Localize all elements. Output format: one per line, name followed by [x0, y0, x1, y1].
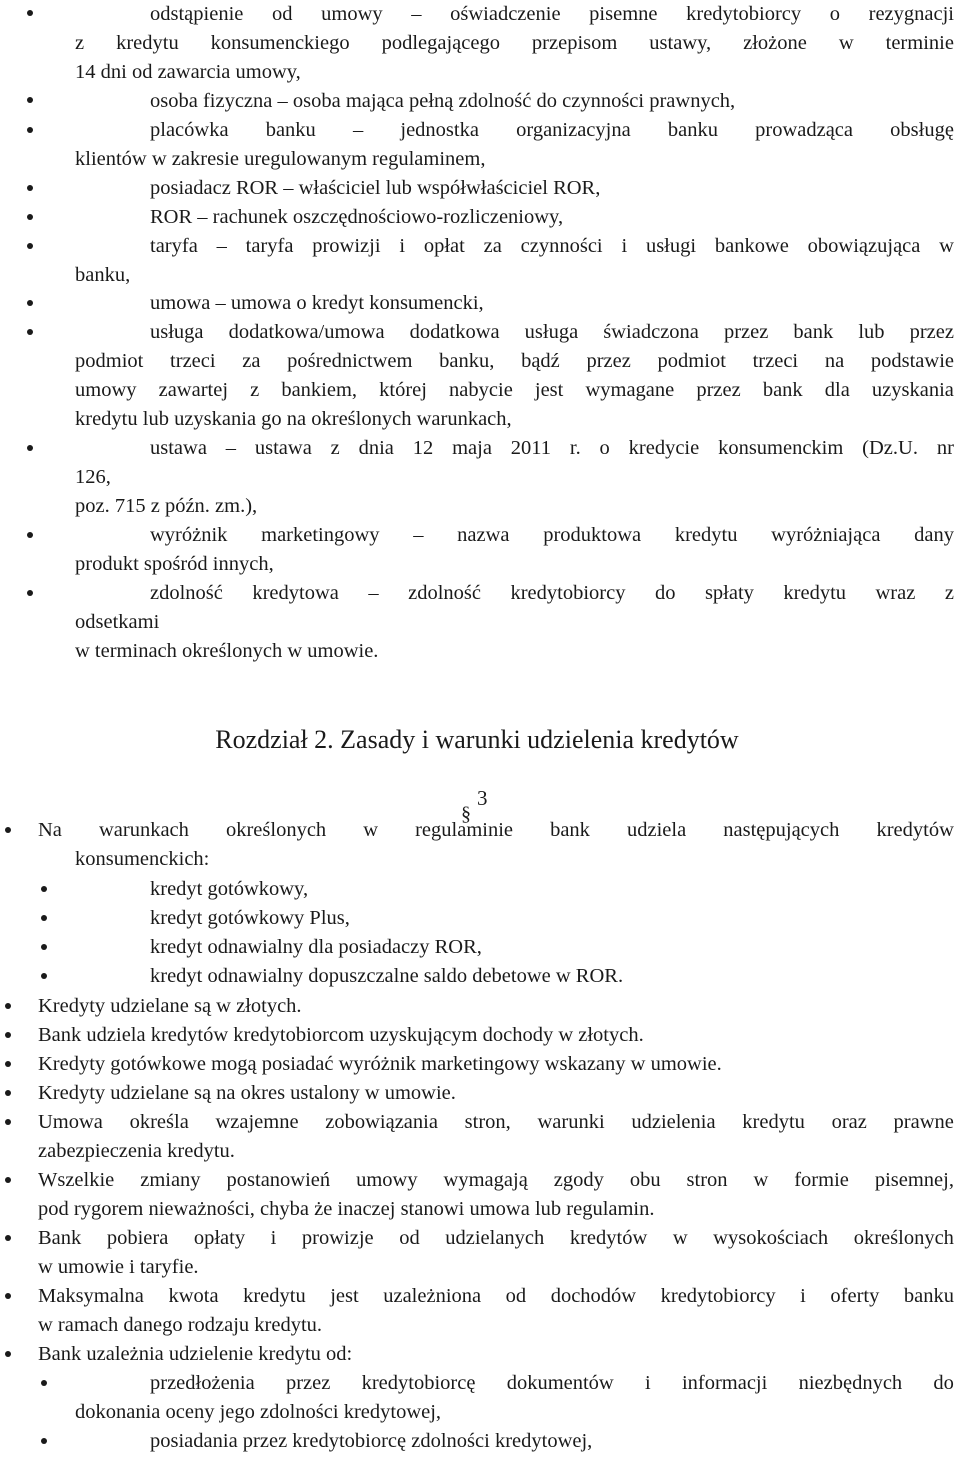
definition-line: produkt spośród innych,: [75, 553, 274, 575]
definition-line: zdolność kredytowa – zdolność kredytobiorcy do spłaty kredytu wraz z: [150, 582, 954, 604]
rule-line: Umowa określa wzajemne zobowiązania stron, warunki udzielenia kredytu oraz prawne: [38, 1111, 954, 1133]
definition-line: ROR – rachunek oszczędnościowo-rozliczeniowy,: [150, 206, 564, 228]
chapter-heading: [0, 724, 960, 756]
sublist-item: kredyt odnawialny dopuszczalne saldo debetowe w ROR.: [150, 965, 624, 987]
definition-line: klientów w zakresie uregulowanym regulaminem,: [75, 148, 486, 170]
definition-line: umowa – umowa o kredyt konsumencki,: [150, 292, 484, 314]
definition-line: usługa dodatkowa/umowa dodatkowa usługa świadczona przez bank lub przez: [150, 321, 954, 343]
rule-line: Bank uzależnia udzielenie kredytu od:: [38, 1343, 353, 1365]
chapter-heading-text: Rozdział 2. Zasady i warunki udzielenia kredytów: [215, 725, 739, 754]
rule-line: w umowie i taryfie.: [38, 1256, 199, 1278]
definition-line: podmiot trzeci za pośrednictwem banku, bądź przez podmiot trzeci na podstawie: [75, 350, 954, 372]
definition-line: wyróżnik marketingowy – nazwa produktowa kredytu wyróżniająca dany: [150, 524, 954, 546]
definition-line: poz. 715 z późn. zm.),: [75, 495, 258, 517]
definition-line: kredytu lub uzyskania go na określonych warunkach,: [75, 408, 512, 430]
definition-line: banku,: [75, 264, 131, 286]
rule-line: Kredyty udzielane są w złotych.: [38, 995, 302, 1017]
rule-line: Bank udziela kredytów kredytobiorcom uzyskującym dochody w złotych.: [38, 1024, 644, 1046]
sublist-item: kredyt odnawialny dla posiadaczy ROR,: [150, 936, 482, 958]
rule-line: pod rygorem nieważności, chyba że inaczej stanowi umowa lub regulamin.: [38, 1198, 655, 1220]
definition-line: odstąpienie od umowy – oświadczenie pisemne kredytobiorcy o rezygnacji: [150, 3, 954, 25]
definition-line: umowy zawartej z bankiem, której nabycie jest wymagane przez bank dla uzyskania: [75, 379, 954, 401]
sublist-item: kredyt gotówkowy Plus,: [150, 907, 350, 929]
definition-line: 14 dni od zawarcia umowy,: [75, 61, 301, 83]
sublist-item: przedłożenia przez kredytobiorcę dokumentów i informacji niezbędnych do: [150, 1372, 954, 1394]
definition-line: osoba fizyczna – osoba mająca pełną zdolność do czynności prawnych,: [150, 90, 736, 112]
definition-line: w terminach określonych w umowie.: [75, 640, 379, 662]
definition-line: odsetkami: [75, 611, 160, 633]
sublist-item: kredyt gotówkowy,: [150, 878, 309, 900]
sublist-item: posiadania przez kredytobiorcę zdolności kredytowej,: [150, 1430, 593, 1452]
definition-line: z kredytu konsumenckiego podlegającego przepisom ustawy, złożone w terminie: [75, 32, 954, 54]
definition-line: 126,: [75, 466, 111, 488]
definition-line: posiadacz ROR – właściciel lub współwłaściciel ROR,: [150, 177, 601, 199]
rule-line: w ramach danego rodzaju kredytu.: [38, 1314, 323, 1336]
sublist-item: dokonania oceny jego zdolności kredytowej,: [75, 1401, 442, 1423]
definition-line: taryfa – taryfa prowizji i opłat za czynności i usługi bankowe obowiązująca w: [150, 235, 954, 257]
rule-line: konsumenckich:: [75, 848, 210, 870]
rule-line: Wszelkie zmiany postanowień umowy wymagają zgody obu stron w formie pisemnej,: [38, 1169, 954, 1191]
section-symbol: §: [461, 803, 471, 825]
rule-line: Maksymalna kwota kredytu jest uzależniona od dochodów kredytobiorcy i oferty banku: [38, 1285, 954, 1307]
rule-line: Na warunkach określonych w regulaminie bank udziela następujących kredytów: [38, 819, 954, 841]
rule-line: Bank pobiera opłaty i prowizje od udzielanych kredytów w wysokościach określonych: [38, 1227, 954, 1249]
rule-line: Kredyty gotówkowe mogą posiadać wyróżnik marketingowy wskazany w umowie.: [38, 1053, 722, 1075]
rule-line: zabezpieczenia kredytu.: [38, 1140, 235, 1162]
rule-line: Kredyty udzielane są na okres ustalony w umowie.: [38, 1082, 456, 1104]
definition-line: placówka banku – jednostka organizacyjna banku prowadząca obsługę: [150, 119, 954, 141]
section-number: 3: [477, 786, 488, 810]
definition-line: ustawa – ustawa z dnia 12 maja 2011 r. o kredycie konsumenckim (Dz.U. nr: [150, 437, 954, 459]
